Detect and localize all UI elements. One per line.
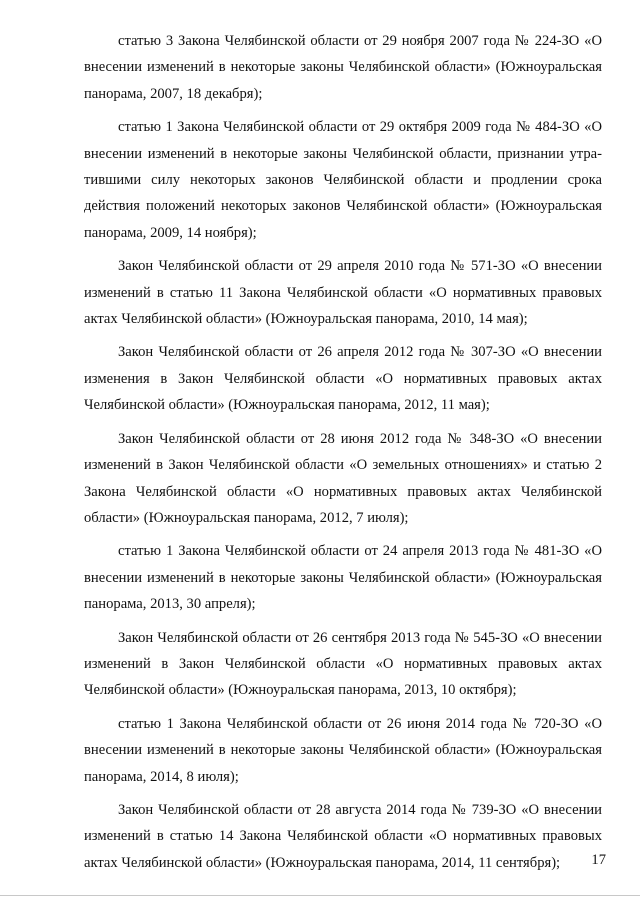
document-body [84, 28, 602, 883]
paragraph-law-307: Закон Челябинской области от 26 апреля 2012 года № 307-ЗО «О внесении изменения в Закон Челябинской области «О нормативных правовых актах Челябинской области» (Южноуральская панорама, 2012, 11 мая); [84, 344, 602, 414]
paragraph-law-224: статью 3 Закона Челябинской области от 29 ноября 2007 года № 224-ЗО «О внесении изменений в некоторые законы Челябинской области» (Южноуральская панорама, 2007, 18 декабря); [84, 33, 602, 102]
paragraph-law-545: Закон Челябинской области от 26 сентября 2013 года № 545-ЗО «О внесении изменений в Закон Челябинской области «О нормативных правовых актах Челябинской области» (Южноуральская панорама, 2013, 10 октября); [84, 629, 602, 699]
page-number: 17 [591, 852, 606, 868]
page-bottom-edge [0, 895, 640, 896]
paragraph-law-720: статью 1 Закона Челябинской области от 26 июня 2014 года № 720-ЗО «О внесении изменений в некоторые законы Челябинской области» (Южноуральская панорама, 2014, 8 июля); [84, 715, 602, 785]
paragraph-law-481: статью 1 Закона Челябинской области от 24 апреля 2013 года № 481-ЗО «О внесении изменений в некоторые законы Челябинской области» (Южноуральская панорама, 2013, 30 апреля); [84, 543, 602, 613]
paragraph-law-739: Закон Челябинской области от 28 августа 2014 года № 739-ЗО «О внесении изменений в статью 14 Закона Челябинской области «О нормативных правовых актах Челябинской области» (Южноуральская панорама, 2014, 11 сентября); [84, 801, 602, 871]
paragraph-law-484: статью 1 Закона Челябинской области от 29 октября 2009 года № 484-ЗО «О внесении изменений в некоторые законы Челябинской области, признании утратившими силу некоторых законов Челябинской области и продлении срока действия положений некоторых законов Челябинской области» (Южноуральская панорама, 2009, 14 ноября); [84, 119, 602, 241]
paragraph-law-571: Закон Челябинской области от 29 апреля 2010 года № 571-ЗО «О внесении изменений в статью 11 Закона Челябинской области «О нормативных правовых актах Челябинской области» (Южноуральская панорама, 2010, 14 мая); [84, 258, 602, 328]
paragraph-law-348: Закон Челябинской области от 28 июня 2012 года № 348-ЗО «О внесении изменений в Закон Челябинской области «О земельных отношениях» и статью 2 Закона Челябинской области «О нормативных правовых актах Челябинской области» (Южноуральская панорама, 2012, 7 июля); [84, 430, 602, 526]
